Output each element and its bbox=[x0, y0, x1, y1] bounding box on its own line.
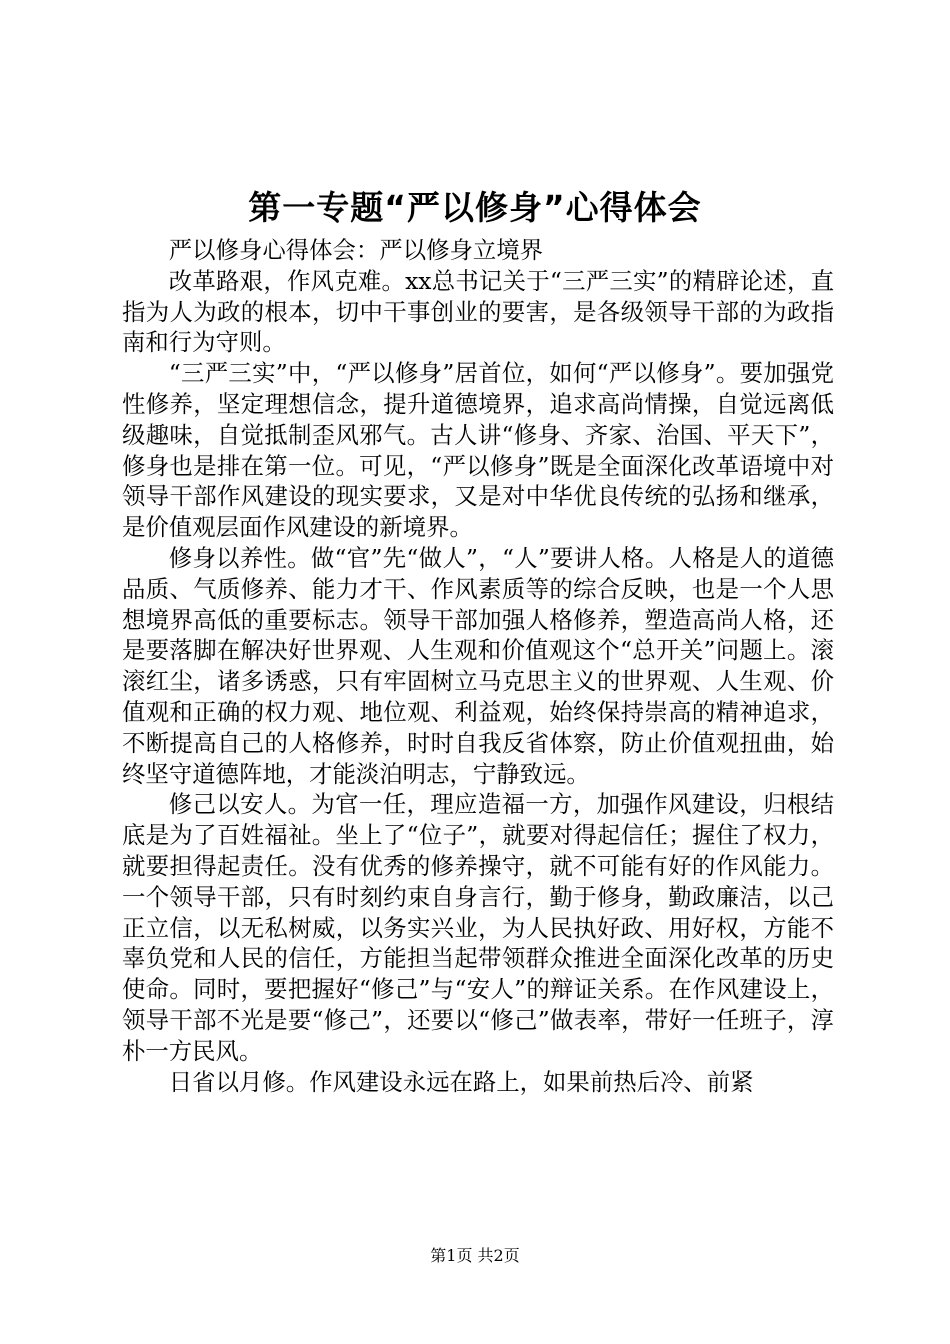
body-paragraph: 修身以养性。做“官”先“做人”，“人”要讲人格。人格是人的道德品质、气质修养、能力才干、作风素质等的综合反映，也是一个人思想境界高低的重要标志。领导干部加强人格修养，塑造高尚人格，还是要落脚在解决好世界观、人生观和价值观这个“总开关”问题上。滚滚红尘，诸多诱惑，只有牢固树立马克思主义的世界观、人生观、价值观和正确的权力观、地位观、利益观，始终保持崇高的精神追求，不断提高自己的人格修养，时时自我反省体察，防止价值观扭曲，始终坚守道德阵地，才能淡泊明志，宁静致远。 bbox=[122, 543, 834, 788]
body-paragraph: 修己以安人。为官一任，理应造福一方，加强作风建设，归根结底是为了百姓福祉。坐上了“位子”，就要对得起信任；握住了权力，就要担得起责任。没有优秀的修养操守，就不可能有好的作风能力。一个领导干部，只有时刻约束自身言行，勤于修身，勤政廉洁，以己正立信，以无私树威，以务实兴业，为人民执好政、用好权，方能不辜负党和人民的信任，方能担当起带领群众推进全面深化改革的历史使命。同时，要把握好“修己”与“安人”的辩证关系。在作风建设上，领导干部不光是要“修己”，还要以“修己”做表率，带好一任班子，淳朴一方民风。 bbox=[122, 790, 834, 1065]
subtitle-paragraph: 严以修身心得体会：严以修身立境界 bbox=[168, 236, 544, 264]
body-paragraph: 改革路艰，作风克难。xx总书记关于“三严三实”的精辟论述，直指为人为政的根本，切中干事创业的要害，是各级领导干部的为政指南和行为守则。 bbox=[122, 266, 834, 357]
document-title: 第一专题“严以修身”心得体会 bbox=[248, 188, 702, 227]
document-body bbox=[122, 235, 834, 1097]
body-paragraph: 日省以月修。作风建设永远在路上，如果前热后冷、前紧 bbox=[168, 1067, 754, 1096]
body-paragraph: “三严三实”中，“严以修身”居首位，如何“严以修身”。要加强党性修养，坚定理想信念，提升道德境界，追求高尚情操，自觉远离低级趣味，自觉抵制歪风邪气。古人讲“修身、齐家、治国、平天下”，修身也是排在第一位。可见，“严以修身”既是全面深化改革语境中对领导干部作风建设的现实要求，又是对中华优良传统的弘扬和继承，是价值观层面作风建设的新境界。 bbox=[122, 359, 834, 542]
page-footer: 第1页 共2页 bbox=[430, 1246, 520, 1265]
